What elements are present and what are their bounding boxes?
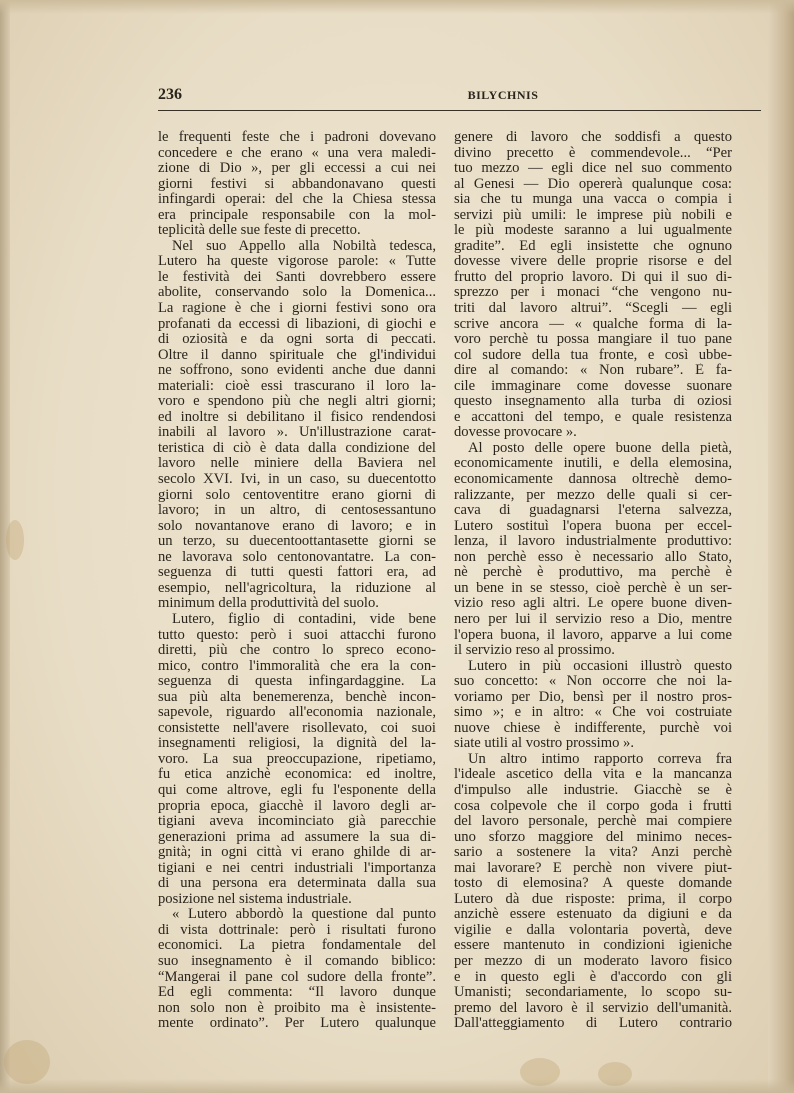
text-line: triti dal lavoro altrui”. “Scegli — egli — [454, 301, 732, 317]
left-text-column — [158, 130, 436, 1032]
text-line: La ragione è che i giorni festivi sono ora — [158, 301, 436, 317]
page-edge-bottom — [0, 1079, 794, 1093]
text-line: uno sforzo maggiore del minimo neces- — [454, 829, 732, 845]
text-line: Dall'atteggiamento di Lutero contrario — [454, 1016, 732, 1032]
text-line: simo »; e in altro: « Che voi costruiate — [454, 705, 732, 721]
text-line: premo del lavoro è il servizio dell'umanità. — [454, 1000, 732, 1016]
text-line: col sudore della tua fronte, e così ubbe- — [454, 347, 732, 363]
text-line: frutto del proprio lavoro. Di qui il suo di- — [454, 269, 732, 285]
text-line: tosto di elemosina? A queste domande — [454, 876, 732, 892]
text-line: sua più alta benemerenza, benchè incon- — [158, 689, 436, 705]
text-line: profanati da eccessi di libazioni, di giochi e — [158, 316, 436, 332]
text-line: lenza, il lavoro industrialmente produttivo: — [454, 534, 732, 550]
text-line: economicamente inutili, e della elemosina, — [454, 456, 732, 472]
text-line: Lutero, figlio di contadini, vide bene — [172, 611, 436, 627]
text-line: solo novantanove erano di lavoro; e in — [158, 518, 436, 534]
text-line: non perchè esso è necessario allo Stato, — [454, 549, 732, 565]
text-line: di vista dottrinale: però i risultati furono — [158, 922, 436, 938]
text-line: suo concetto: « Non occorre che noi la- — [454, 674, 732, 690]
text-line: sario a sostenere la vita? Anzi perchè — [454, 845, 732, 861]
text-line: per mezzo di un moderato lavoro fisico — [454, 953, 732, 969]
text-line: fu etica anzichè economica: ed inoltre, — [158, 767, 436, 783]
text-line: tuo mezzo — egli dice nel suo commento — [454, 161, 732, 177]
text-line: “Mangerai il pane col sudore della fronte”. — [158, 969, 436, 985]
text-line: le più modeste saranno a lui ugualmente — [454, 223, 732, 239]
text-line: sprezzo per i monaci “che vengono nu- — [454, 285, 732, 301]
text-line: nuove chiese è indifferente, purchè voi — [454, 720, 732, 736]
text-line: suo insegnamento è il comando biblico: — [158, 953, 436, 969]
page-edge-right — [768, 0, 794, 1093]
text-line: qui come altrove, egli fu l'esponente della — [158, 782, 436, 798]
text-line: e in questo egli è d'accordo con gli — [454, 969, 732, 985]
text-line: abolite, conservando solo la Domenica... — [158, 285, 436, 301]
text-line: dire al comando: « Non rubare”. È fa- — [454, 363, 732, 379]
text-line: mai lavorare? E perchè non vivere piut- — [454, 860, 732, 876]
running-head: BILYCHNIS — [467, 88, 539, 102]
text-line: ne soffrono, sono evidenti anche due danni — [158, 363, 436, 379]
text-line: esempio, nell'agricoltura, la riduzione al — [158, 580, 436, 596]
text-line: consistette nell'avere risollevato, coi suoi — [158, 720, 436, 736]
foxing-spot — [6, 520, 24, 560]
text-line: anzichè essere estenuato da digiuni e da — [454, 907, 732, 923]
text-line: ne lavorava solo centonovantatre. La con- — [158, 549, 436, 565]
foxing-spot — [520, 1058, 560, 1086]
text-line: vizio reso agli altri. Le opere buone diven- — [454, 596, 732, 612]
text-line: nè perchè è produttivo, ma perchè è — [454, 565, 732, 581]
text-line: ed inoltre si debilitano il fisico rendendosi — [158, 409, 436, 425]
text-line: teristica di ciò è data dalla condizione del — [158, 440, 436, 456]
text-line: il servizio reso al prossimo. — [454, 643, 615, 659]
text-line: non solo non è proibito ma è insistente- — [158, 1000, 436, 1016]
text-line: sia che tu munga una vacca o compia i — [454, 192, 732, 208]
foxing-spot — [4, 1040, 50, 1084]
text-line: al Genesi — Dio opererà qualunque cosa: — [454, 176, 732, 192]
text-line: giorni festivi si abbandonavano questi — [158, 176, 436, 192]
text-line: voro perchè tu possa mangiare il tuo pane — [454, 332, 732, 348]
text-line: scrive ancora — « qualche forma di la- — [454, 316, 732, 332]
text-line: insegnamenti religiosi, la dignità del la- — [158, 736, 436, 752]
text-line: questo insegnamento alla turba di oziosi — [454, 394, 732, 410]
text-line: lavoro nelle miniere della Baviera nel — [158, 456, 436, 472]
text-line: vigilie e dalla volontaria povertà, deve — [454, 922, 732, 938]
text-line: posizione nel sistema industriale. — [158, 891, 352, 907]
text-line: Lutero ha queste vigorose parole: « Tutte — [158, 254, 436, 270]
text-line: Lutero in più occasioni illustrò questo — [468, 658, 732, 674]
text-line: economici. La pietra fondamentale del — [158, 938, 436, 954]
text-line: materiali: cioè essi trascurano il loro la- — [158, 378, 436, 394]
text-line: minimum della produttività del suolo. — [158, 596, 379, 612]
text-line: Umanisti; secondariamente, lo scopo su- — [454, 985, 732, 1001]
text-line: ralizzante, per mezzo delle quali si cer- — [454, 487, 732, 503]
text-line: lavoro; in un altro, di centosessantuno — [158, 503, 436, 519]
text-line: Al posto delle opere buone della pietà, — [468, 440, 732, 456]
text-line: infingardi operai: del che la Chiesa stessa — [158, 192, 436, 208]
text-line: mico, contro l'immoralità che era la con- — [158, 658, 436, 674]
text-line: Oltre il danno spirituale che gl'individui — [158, 347, 436, 363]
text-line: voro. La sua preoccupazione, ripetiamo, — [158, 751, 436, 767]
text-line: e accattoni del tempo, e quale resistenza — [454, 409, 732, 425]
text-line: di oziosità e da ogni sorta di peccati. — [158, 332, 436, 348]
right-text-column — [454, 130, 732, 1032]
text-line: Ed egli commenta: “Il lavoro dunque — [158, 985, 436, 1001]
text-line: giorni solo centoventitre erano giorni di — [158, 487, 436, 503]
text-line: le festività dei Santi dovrebbero essere — [158, 269, 436, 285]
text-line: un terzo, su duecentoottantasette giorni se — [158, 534, 436, 550]
text-line: « Lutero abbordò la questione dal punto — [172, 907, 436, 923]
text-line: le frequenti feste che i padroni dovevano — [158, 130, 436, 145]
text-line: diretti, più che contro lo spreco econo- — [158, 643, 436, 659]
text-line: divino precetto è commendevole... “Per — [454, 145, 732, 161]
text-line: inabili al lavoro ». Un'illustrazione carat- — [158, 425, 436, 441]
text-line: del lavoro personale, perchè mai compiere — [454, 814, 732, 830]
text-line: cile immaginare come dovesse suonare — [454, 378, 732, 394]
text-line: generazioni prima ad assumere la sua di- — [158, 829, 436, 845]
text-line: teplicità delle sue feste di precetto. — [158, 223, 361, 239]
text-line: tutto questo: però i suoi attacchi furono — [158, 627, 436, 643]
text-line: gnità; in ogni città vi erano ghilde di ar- — [158, 845, 436, 861]
text-line: dovesse vivere delle proprie risorse e del — [454, 254, 732, 270]
text-line: tigiani aveva incominciato già parecchie — [158, 814, 436, 830]
text-line: tigiani e nei centri industriali l'importanza — [158, 860, 436, 876]
text-line: l'ideale ascetico della vita e la mancanza — [454, 767, 732, 783]
text-line: un bene in se stesso, cioè perchè è un ser- — [454, 580, 732, 596]
text-line: seguenza di tutti questi fattori era, ad — [158, 565, 436, 581]
text-line: sapevole, riguardo all'economia nazionale, — [158, 705, 436, 721]
text-line: secolo XVI. Ivi, in un caso, su duecentotto — [158, 472, 436, 488]
text-line: Lutero dà due risposte: prima, il corpo — [454, 891, 732, 907]
text-line: zione di Dio », per gli eccessi a cui nei — [158, 161, 436, 177]
text-line: Un altro intimo rapporto correva fra — [468, 751, 732, 767]
text-line: genere di lavoro che soddisfi a questo — [454, 130, 732, 145]
text-line: voriamo per Dio, bensì per il nostro pros- — [454, 689, 732, 705]
text-line: nero per lui il servizio reso a Dio, mentre — [454, 611, 732, 627]
foxing-spot — [598, 1062, 632, 1086]
text-line: propria epoca, giacchè il lavoro degli ar- — [158, 798, 436, 814]
text-line: seguenza di questa infingardaggine. La — [158, 674, 436, 690]
text-line: Nel suo Appello alla Nobiltà tedesca, — [172, 238, 436, 254]
text-line: l'opera buona, il lavoro, apparve a lui come — [454, 627, 732, 643]
text-line: dovesse provocare ». — [454, 425, 577, 441]
header-rule — [158, 110, 761, 111]
text-line: mente ordinato”. Per Lutero qualunque — [158, 1016, 436, 1032]
text-line: siate utili al vostro prossimo ». — [454, 736, 634, 752]
text-line: era principale responsabile con la mol- — [158, 207, 436, 223]
text-line: di una persona era determinata dalla sua — [158, 876, 436, 892]
text-line: d'impulso alle industrie. Giacchè se è — [454, 782, 732, 798]
page-edge-top — [0, 0, 794, 14]
text-line: cosa colpevole che il corpo goda i frutti — [454, 798, 732, 814]
page-header — [158, 86, 758, 112]
page-number: 236 — [158, 86, 182, 103]
text-line: cava di guadagnarsi l'eterna salvezza, — [454, 503, 732, 519]
text-line: essere mantenuto in condizioni igieniche — [454, 938, 732, 954]
text-line: concedere e che erano « una vera maledi- — [158, 145, 436, 161]
text-line: Lutero sostituì l'opera buona per eccel- — [454, 518, 732, 534]
text-line: voro e spendono più che negli altri giorni; — [158, 394, 436, 410]
text-line: economicamente dannosa oltrechè demo- — [454, 472, 732, 488]
text-line: gradite”. Ed egli insistette che ognuno — [454, 238, 732, 254]
text-line: servizi più umili: le imprese più nobili e — [454, 207, 732, 223]
